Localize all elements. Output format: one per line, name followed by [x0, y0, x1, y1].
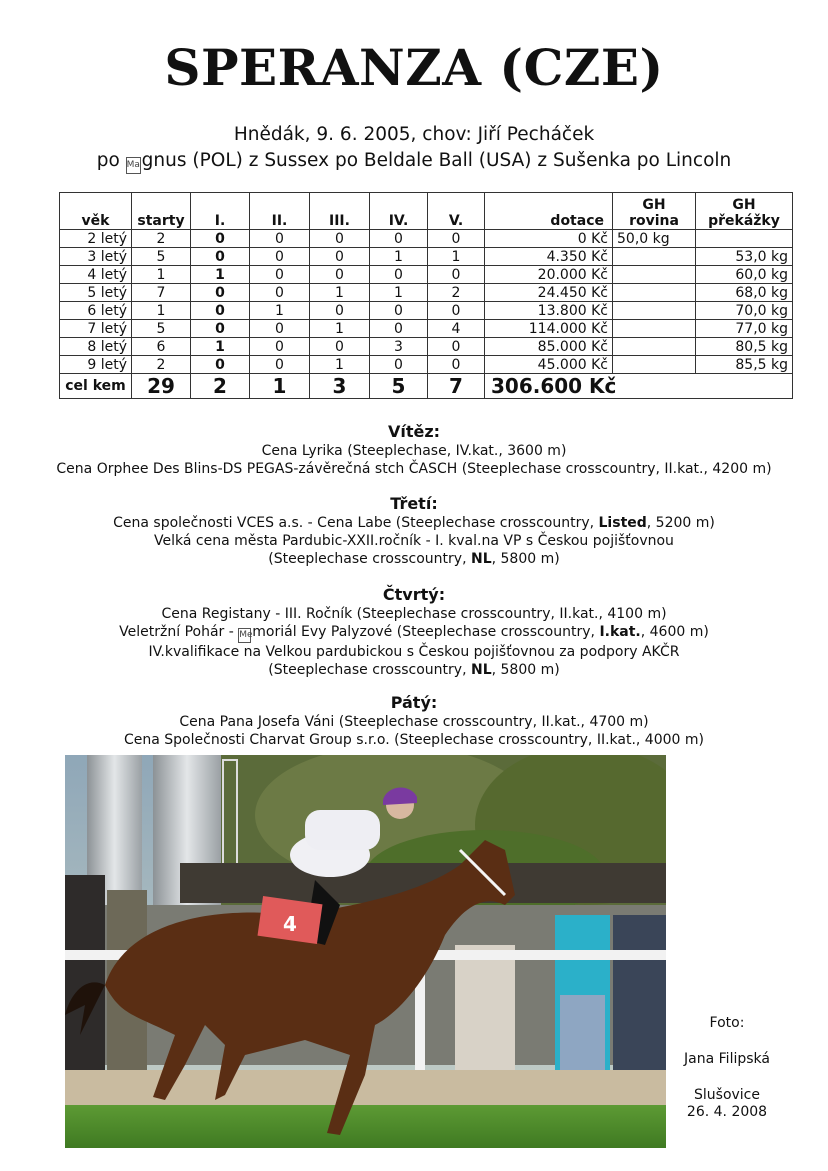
section-ctvrty: [0, 585, 828, 679]
table-row: [60, 320, 793, 338]
page-title: SPERANZA (CZE): [164, 38, 664, 97]
photo-credit-author: Jana Filipská: [684, 1051, 770, 1067]
table-cell: 0: [191, 320, 250, 338]
table-cell: [613, 356, 696, 374]
table-cell: 0: [191, 284, 250, 302]
table-cell: 0: [310, 266, 370, 284]
table-row: [60, 338, 793, 356]
table-cell: 0: [250, 230, 310, 248]
race-text: Veletržní Pohár -: [119, 624, 239, 640]
table-cell: 2: [428, 284, 485, 302]
pedigree-line: [0, 150, 828, 174]
header-gh-prekazky: [696, 193, 793, 230]
race-category: Listed: [598, 515, 647, 531]
table-cell: 0: [191, 230, 250, 248]
table-cell: 0: [370, 356, 428, 374]
race-category: I.kat.: [599, 624, 641, 640]
race-category: NL: [470, 662, 492, 678]
saddle-number: 4: [283, 912, 297, 936]
table-cell: 0: [428, 266, 485, 284]
total-iv: 5: [370, 374, 428, 399]
table-cell: 2 letý: [60, 230, 132, 248]
table-cell: 80,5 kg: [696, 338, 793, 356]
header-gh-rovina: [613, 193, 696, 230]
table-cell: 0: [250, 248, 310, 266]
table-cell: 0 Kč: [485, 230, 613, 248]
photo-credit-place: Slušovice: [694, 1087, 760, 1103]
table-cell: 114.000 Kč: [485, 320, 613, 338]
table-cell: 0: [191, 302, 250, 320]
table-cell: 1: [310, 284, 370, 302]
total-label: cel kem: [60, 374, 132, 399]
table-cell: 6: [132, 338, 191, 356]
table-cell: 85,5 kg: [696, 356, 793, 374]
race-line: IV.kvalifikace na Velkou pardubickou s Českou pojišťovnou za podpory AKČR: [148, 644, 680, 660]
race-text: , 5200 m): [646, 515, 715, 531]
spectator: [65, 875, 105, 1075]
table-row: [60, 266, 793, 284]
header-iii: III.: [310, 193, 370, 230]
table-cell: 1: [132, 302, 191, 320]
table-cell: 8 letý: [60, 338, 132, 356]
table-cell: 1: [310, 320, 370, 338]
table-cell: 68,0 kg: [696, 284, 793, 302]
race-photo: [65, 755, 666, 1148]
section-treti: [0, 494, 828, 568]
table-cell: 7 letý: [60, 320, 132, 338]
table-cell: 9 letý: [60, 356, 132, 374]
table-cell: 0: [370, 320, 428, 338]
header-v: V.: [428, 193, 485, 230]
race-text: , 5800 m): [491, 551, 560, 567]
table-cell: 6 letý: [60, 302, 132, 320]
header-gh-prekazky-l2: překážky: [708, 213, 780, 229]
broken-ligature-glyph: Me: [238, 628, 251, 643]
table-cell: 0: [250, 356, 310, 374]
table-cell: [613, 302, 696, 320]
table-cell: 4: [428, 320, 485, 338]
total-dotace: 306.600 Kč: [485, 374, 793, 399]
table-cell: 60,0 kg: [696, 266, 793, 284]
race-line: Cena Pana Josefa Váni (Steeplechase crosscountry, II.kat., 4700 m): [179, 714, 649, 730]
broken-ligature-glyph: Ma: [126, 157, 141, 174]
table-total-row: [60, 374, 793, 399]
table-row: [60, 302, 793, 320]
total-v: 7: [428, 374, 485, 399]
table-cell: 5 letý: [60, 284, 132, 302]
table-cell: [613, 266, 696, 284]
table-cell: 50,0 kg: [613, 230, 696, 248]
race-text: (Steeplechase crosscountry,: [268, 551, 471, 567]
table-cell: 1: [310, 356, 370, 374]
section-heading: Čtvrtý:: [382, 585, 446, 604]
grass: [65, 1105, 666, 1148]
table-cell: 1: [191, 266, 250, 284]
table-cell: [613, 248, 696, 266]
section-heading: Pátý:: [390, 693, 438, 712]
table-cell: 1: [250, 302, 310, 320]
section-heading: Třetí:: [390, 494, 438, 513]
table-cell: 0: [310, 230, 370, 248]
table-cell: 0: [191, 356, 250, 374]
table-cell: 1: [428, 248, 485, 266]
total-starty: 29: [132, 374, 191, 399]
table-cell: 0: [310, 248, 370, 266]
race-line: [0, 661, 828, 679]
table-cell: 0: [250, 338, 310, 356]
saddle-cloth: [258, 896, 323, 944]
spectator: [613, 915, 666, 1090]
table-cell: 5: [132, 320, 191, 338]
photo-credit-label: Foto:: [709, 1015, 745, 1031]
table-row: [60, 356, 793, 374]
photo-credit-date: 26. 4. 2008: [686, 1104, 768, 1120]
table-header-row: [60, 193, 793, 230]
race-line: Cena Společnosti Charvat Group s.r.o. (Steeplechase crosscountry, II.kat., 4000 m): [123, 732, 704, 748]
table-cell: 45.000 Kč: [485, 356, 613, 374]
header-gh-prekazky-l1: GH: [732, 197, 756, 213]
table-cell: 0: [310, 302, 370, 320]
table-cell: [613, 338, 696, 356]
table-row: [60, 284, 793, 302]
header-gh-rovina-l2: rovina: [629, 213, 679, 229]
table-cell: 0: [370, 266, 428, 284]
table-cell: 1: [191, 338, 250, 356]
race-line: [0, 514, 828, 532]
table-cell: 1: [370, 284, 428, 302]
table-cell: 3 letý: [60, 248, 132, 266]
race-text: Cena společnosti VCES a.s. - Cena Labe (Steeplechase crosscountry,: [113, 515, 599, 531]
table-cell: 0: [191, 248, 250, 266]
table-cell: 20.000 Kč: [485, 266, 613, 284]
table-cell: 2: [132, 356, 191, 374]
table-cell: 3: [370, 338, 428, 356]
table-cell: 0: [370, 302, 428, 320]
pedigree-prefix: po: [96, 150, 126, 171]
table-cell: 77,0 kg: [696, 320, 793, 338]
table-cell: 2: [132, 230, 191, 248]
table-cell: 0: [310, 338, 370, 356]
table-row: [60, 248, 793, 266]
race-line: Cena Registany - III. Ročník (Steeplechase crosscountry, II.kat., 4100 m): [161, 606, 667, 622]
table-cell: 0: [370, 230, 428, 248]
table-cell: 0: [428, 356, 485, 374]
table-cell: 13.800 Kč: [485, 302, 613, 320]
horse-info-line: Hnědák, 9. 6. 2005, chov: Jiří Pecháček: [233, 124, 595, 145]
table-cell: 4.350 Kč: [485, 248, 613, 266]
table-cell: 85.000 Kč: [485, 338, 613, 356]
race-line: [0, 623, 828, 643]
table-cell: [696, 230, 793, 248]
table-cell: 1: [132, 266, 191, 284]
statistics-table: [59, 192, 793, 399]
header-dotace: dotace: [485, 193, 613, 230]
race-text: , 5800 m): [491, 662, 560, 678]
header-vek: věk: [60, 193, 132, 230]
header-iv: IV.: [370, 193, 428, 230]
table-cell: 70,0 kg: [696, 302, 793, 320]
race-line: Cena Lyrika (Steeplechase, IV.kat., 3600 m): [261, 443, 567, 459]
table-cell: 53,0 kg: [696, 248, 793, 266]
section-paty: [0, 693, 828, 749]
pedigree-rest: gnus (POL) z Sussex po Beldale Ball (USA) z Sušenka po Lincoln: [141, 150, 732, 171]
header-starty: starty: [132, 193, 191, 230]
table-cell: 1: [370, 248, 428, 266]
race-text: , 4600 m): [640, 624, 709, 640]
race-text: moriál Evy Palyzové (Steeplechase crosscountry,: [252, 624, 600, 640]
table-cell: 0: [428, 302, 485, 320]
total-i: 2: [191, 374, 250, 399]
race-text: (Steeplechase crosscountry,: [268, 662, 471, 678]
table-cell: [613, 320, 696, 338]
table-cell: 0: [250, 266, 310, 284]
header-gh-rovina-l1: GH: [642, 197, 666, 213]
race-line: [0, 550, 828, 568]
section-vitez: [0, 422, 828, 478]
race-line: Velká cena města Pardubic-XXII.ročník - I. kval.na VP s Českou pojišťovnou: [154, 533, 674, 549]
table-cell: 0: [250, 320, 310, 338]
table-cell: 0: [250, 284, 310, 302]
race-line: Cena Orphee Des Blins-DS PEGAS-závěrečná stch ČASCH (Steeplechase crosscountry, II.kat., 4200 m): [56, 461, 772, 477]
race-category: NL: [470, 551, 492, 567]
table-cell: 24.450 Kč: [485, 284, 613, 302]
table-cell: 7: [132, 284, 191, 302]
total-iii: 3: [310, 374, 370, 399]
horse-photo-illustration: [65, 755, 666, 1148]
table-cell: 5: [132, 248, 191, 266]
table-row: [60, 230, 793, 248]
total-ii: 1: [250, 374, 310, 399]
header-ii: II.: [250, 193, 310, 230]
table-cell: 0: [428, 230, 485, 248]
header-i: I.: [191, 193, 250, 230]
section-heading: Vítěz:: [387, 422, 441, 441]
table-cell: 0: [428, 338, 485, 356]
table-cell: [613, 284, 696, 302]
table-cell: 4 letý: [60, 266, 132, 284]
